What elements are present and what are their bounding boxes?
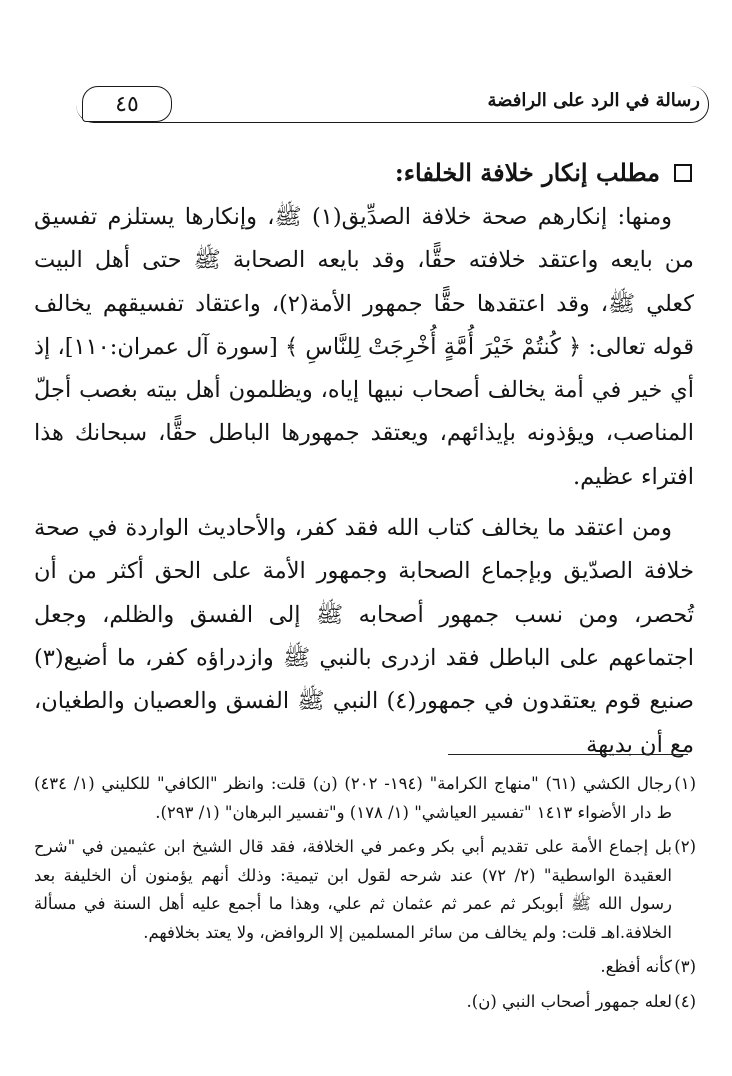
footnote-number: (١) [674, 774, 696, 793]
page-header [76, 86, 710, 126]
footnote-text: رجال الكشي (٦١) "منهاج الكرامة" (١٩٤- ٢٠٢) (ن) قلت: وانظر "الكافي" للكليني (١/ ٤٣٤) ط دار الأضواء ١٤١٣ "تفسير العياشي" (١/ ١٧٨) و"تفسير البرهان" (١/ ٢٩٣). [34, 774, 672, 822]
page-number-tab [82, 86, 172, 122]
footnote-number: (٤) [674, 991, 696, 1011]
square-bullet-icon [674, 164, 692, 182]
footnote-separator [448, 754, 688, 755]
footnotes [34, 770, 696, 1022]
paragraph: ومنها: إنكارهم صحة خلافة الصدِّيق(١) ﷺ، وإنكارها يستلزم تفسيق من بايعه واعتقد خلافته حقًّا، وقد بايعه الصحابة ﷺ حتى أهل البيت كعلي ﷺ، وقد اعتقدها حقًّا جمهور الأمة(٢)، واعتقاد تفسيقهم يخالف قوله تعالى: ﴿ كُنتُمْ خَيْرَ أُمَّةٍ أُخْرِجَتْ لِلنَّاسِ ﴾ [سورة آل عمران:١١٠]، إذ أي خير في أمة يخالف أصحاب نبيها إياه، ويظلمون أهل بيته بغصب أجلّ المناصب، ويؤذونه بإيذائهم، ويعتقد جمهورها الباطل حقًّا، سبحانك هذا افتراء عظيم. [34, 204, 694, 490]
main-text [34, 196, 694, 767]
footnote [34, 833, 696, 947]
running-title: رسالة في الرد على الرافضة [487, 90, 700, 111]
footnote [34, 988, 696, 1017]
page-number: ٤٥ [115, 91, 139, 117]
section-heading [72, 158, 692, 187]
footnote [34, 770, 696, 827]
footnote-text: كأنه أفظع. [600, 957, 672, 976]
section-heading-text: مطلب إنكار خلافة الخلفاء: [394, 158, 660, 187]
footnote [34, 953, 696, 982]
footnote-number: (٢) [674, 837, 696, 856]
footnote-text: بل إجماع الأمة على تقديم أبي بكر وعمر في الخلافة، فقد قال الشيخ ابن عثيمين في "شرح العقيدة الواسطية" (٢/ ٧٢) عند شرحه لقول ابن تيمية: وذلك أنهم يؤمنون أن الخليفة بعد رسول الله ﷺ أبوبكر ثم عمر ثم عثمان ثم علي، وهذا ما أجمع عليه أهل السنة في مسألة الخلافة.اهـ قلت: ولم يخالف من سائر المسلمين إلا الروافض، ولا يعتد بخلافهم. [34, 837, 672, 942]
footnote-number: (٣) [674, 957, 696, 976]
footnote-text: لعله جمهور أصحاب النبي (ن). [466, 991, 672, 1011]
paragraph: ومن اعتقد ما يخالف كتاب الله فقد كفر، والأحاديث الواردة في صحة خلافة الصدّيق وبإجماع الصحابة وجمهور الأمة على الحق أكثر من أن تُحصر، ومن نسب جمهور أصحابه ﷺ إلى الفسق والظلم، وجعل اجتماعهم على الباطل فقد ازدرى بالنبي ﷺ وازدراؤه كفر، ما أضيع(٣) صنيع قوم يعتقدون في جمهور(٤) النبي ﷺ الفسق والعصيان والطغيان، مع أن بديهة [34, 515, 694, 758]
